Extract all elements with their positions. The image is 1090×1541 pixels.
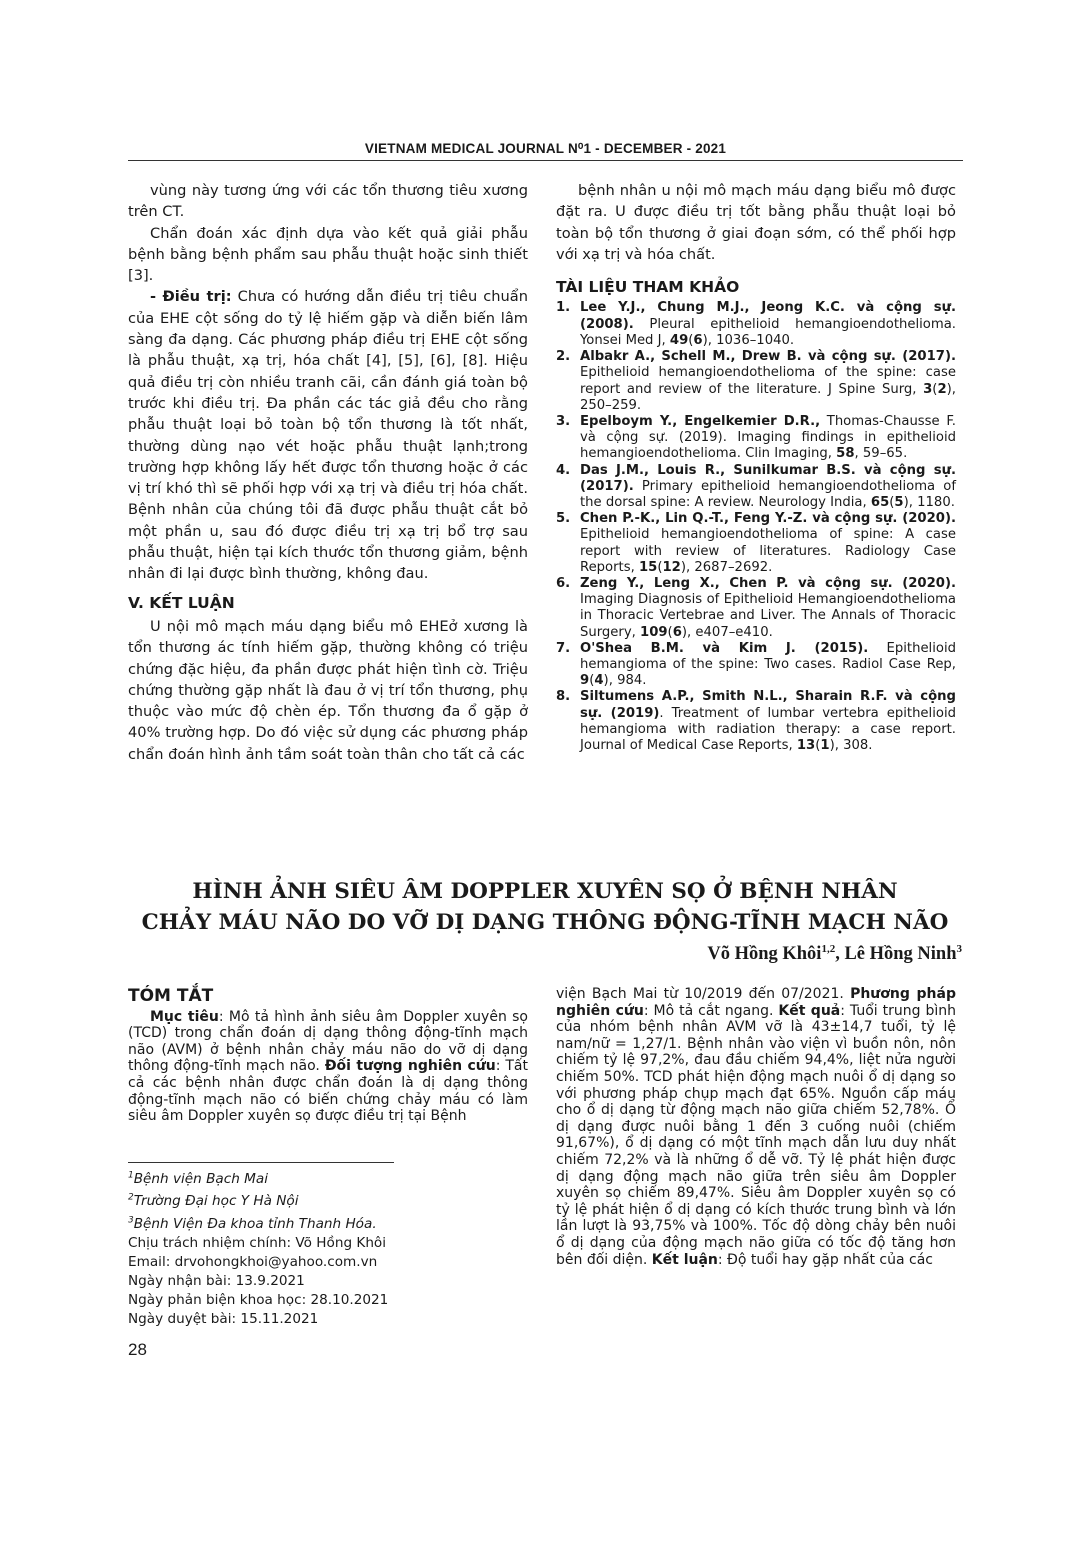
reference-issue: 12	[662, 559, 681, 575]
reference-text	[580, 414, 956, 463]
reference-t: Primary epithelioid hemangioendothelioma of the dorsal spine: A review. Neurology India,	[580, 478, 956, 510]
footnote-affiliation-3	[128, 1211, 528, 1234]
reference-t: Pleural epithelioid hemangioendothelioma. Yonsei Med J,	[580, 316, 956, 348]
footnotes	[128, 1166, 528, 1329]
reference-t: Epithelioid hemangioma of the spine: Two cases. Radiol Case Rep,	[580, 640, 956, 672]
reference-a: Siltumens A.P., Smith N.L., Sharain R.F. và cộng sự. (2019)	[580, 689, 956, 721]
abstract-right-text	[556, 986, 956, 1268]
left-paragraph-1: vùng này tương ứng với các tổn thương tiêu xương trên CT.	[128, 182, 528, 221]
reference-t: Epithelioid hemangioendothelioma of the spine: case report and review of the literature. J Spine Surg,	[580, 365, 956, 397]
treatment-text: Chưa có hướng dẫn điều trị tiêu chuẩn của EHE cột sống do tỷ lệ hiếm gặp và diễn biến lâm sàng đa dạng. Các phương pháp điều trị EHE cột sống là phẫu thuật, xạ trị, hóa chất [4], [5], [6], [8]. Hiệu quả điều trị còn nhiều tranh cãi, cần đánh giá toàn bộ trước khi điều trị. Đa phần các tác giả đều cho rằng phẫu thuật loại bỏ toàn bộ tổn thương là tốt nhất, thường dùng nạo vét hoặc phẫu thuật lạnh;trong trường hợp không lấy hết được tổn thương hoặc ở các vị trí khó thì sẽ phối hợp với xạ trị và điều trị hóa chất. Bệnh nhân của chúng tôi đã được phẫu thuật cắt bỏ một phần u, sau đó được điều trị xạ trị bổ trợ sau phẫu thuật, hiện tại kích thước tổn thương giảm, bệnh nhân đi lại được bình thường, không đau.	[128, 288, 528, 583]
footnote-3-text: Bệnh Viện Đa khoa tỉnh Thanh Hóa.	[133, 1215, 377, 1232]
article-title-line-1: HÌNH ẢNH SIÊU ÂM DOPPLER XUYÊN SỌ Ở BỆNH NHÂN	[192, 879, 898, 904]
reference-a: Epelboym Y., Engelkemier D.R.,	[580, 413, 821, 429]
reference-a: Lee Y.J., Chung M.J., Jeong K.C. và cộng sự. (2008).	[580, 300, 956, 332]
footnote-1-text: Bệnh viện Bạch Mai	[133, 1170, 268, 1187]
references-heading: TÀI LIỆU THAM KHẢO	[556, 278, 740, 297]
reference-item	[556, 463, 956, 512]
abstract-left	[128, 988, 528, 1125]
left-paragraph-4: U nội mô mạch máu dạng biểu mô EHEở xương là tổn thương ác tính hiếm gặp, thường không có triệu chứng đặc hiệu, đa phần được phát hiện tình cờ. Triệu chứng thường gặp nhất là đau ở vị trí tổn thương, phụ thuộc vào mức độ chèn ép. Tổn thương đa ổ gặp ở 40% trường hợp. Do đó việc sử dụng các phương pháp chẩn đoán hình ảnh tầm soát toàn thân cho tất cả các	[128, 617, 528, 763]
reference-number: 7.	[556, 640, 571, 656]
reference-issue: 2	[937, 381, 947, 397]
reference-number: 6.	[556, 575, 571, 591]
reference-a: Das J.M., Louis R., Sunilkumar B.S. và cộng sự. (2017).	[580, 462, 956, 494]
right-paragraph-1: bệnh nhân u nội mô mạch máu dạng biểu mô được đặt ra. U được điều trị tốt bằng phẫu thuật loại bỏ toàn bộ tổn thương ở giai đoạn sớm, có thể phối hợp với xạ trị và hóa chất.	[556, 182, 956, 263]
author-2-affil: 3	[956, 943, 962, 955]
abstract-text: : Tuổi trung bình của nhóm bệnh nhân AVM vỡ là 43±14,7 tuổi, tỷ lệ nam/nữ = 1,27/1. Bệnh nhân vào viện vì buồn nôn, nôn chiếm tỷ lệ 97,2%, đau đầu chiếm 94,4%, liệt nửa người chiếm 50%. TCD phát hiện động mạch nuôi ổ dị dạng so với phương pháp chụp mạch đạt 65%. Nguồn cấp máu cho ổ dị dạng từ động mạch não giữa chiếm 52,78%. Ổ dị dạng được nuôi bằng 1 đến 3 cuống nuôi (chiếm 91,67%), ổ dị dạng có một tĩnh mạch dẫn lưu duy nhất chiếm 72,2% và là những ổ dễ vỡ. Tỷ lệ phát hiện được dị dạng động mạch não giữa trên siêu âm Doppler xuyên sọ chiếm 89,47%. Siêu âm Doppler xuyên sọ có tỷ lệ phát hiện ổ dị dạng có kích thước trung bình và lớn lần lượt là 93,75% và 100%. Tốc độ dòng chảy bên nuôi ổ dị dạng của động mạch não giữa có tốc độ tăng hơn bên đối diện.	[556, 1002, 956, 1268]
reference-item	[556, 414, 956, 463]
abstract-label: Đối tượng nghiên cứu	[324, 1058, 496, 1075]
footnote-rule	[128, 1162, 394, 1163]
reference-issue: 4	[594, 673, 604, 689]
footnote-2-text: Trường Đại học Y Hà Nội	[133, 1193, 299, 1210]
reference-text: Siltumens A.P., Smith N.L., Sharain R.F. và cộng sự. (2019). Treatment of lumbar vertebra epithelioid hemangioma with radiation therapy: a case report. Journal of Medical Case Reports, 13(1), 308.	[580, 689, 956, 753]
reference-number: 3.	[556, 413, 571, 429]
reference-number: 4.	[556, 462, 571, 478]
reference-item	[556, 300, 956, 349]
reference-v: 109	[640, 624, 668, 640]
reference-issue: 6	[693, 332, 703, 348]
treatment-label: - Điều trị:	[150, 288, 232, 306]
summary-heading: TÓM TẮT	[128, 986, 214, 1006]
reference-t: Epithelioid hemangioendothelioma of spine: A case report with review of literatures. Radiology Case Reports,	[580, 527, 956, 575]
footnote-1-mark: 1	[128, 1170, 134, 1180]
date-accepted: Ngày duyệt bài: 15.11.2021	[128, 1310, 319, 1327]
reference-a: Chen P.-K., Lin Q.-T., Feng Y.-Z. và cộng sự. (2020).	[580, 511, 956, 527]
abstract-label: Mục tiêu	[150, 1008, 219, 1025]
reference-pages: , 308.	[834, 737, 873, 753]
reference-pages: , e407–e410.	[687, 624, 773, 640]
abstract-text: : Mô tả hình ảnh siêu âm Doppler xuyên sọ (TCD) trong chẩn đoán dị dạng thông động-tĩnh mạch não (AVM) ở bệnh nhân chảy máu não do vỡ dị dạng thông động-tĩnh mạch não.	[128, 1008, 528, 1075]
left-paragraph-2: Chẩn đoán xác định dựa vào kết quả giải phẫu bệnh bằng bệnh phẩm sau phẫu thuật hoặc sinh thiết [3].	[128, 224, 528, 285]
abstract-text: : Tất cả các bệnh nhân được chẩn đoán là dị dạng thông động-tĩnh mạch não có biến chứng chảy máu có làm siêu âm Doppler xuyên sọ được điều trị tại Bệnh	[128, 1058, 528, 1125]
reference-v: 3	[923, 381, 933, 397]
header-rule	[128, 160, 963, 161]
reference-v: 9	[580, 673, 590, 689]
abstract-text: : Độ tuổi hay gặp nhất của các	[717, 1251, 934, 1268]
reference-t: Thomas-Chausse F. và cộng sự. (2019). Imaging findings in epithelioid hemangioendothelioma. Clin Imaging,	[580, 413, 956, 462]
reference-a: Albakr A., Schell M., Drew B. và cộng sự. (2017).	[580, 349, 956, 365]
reference-item	[556, 511, 956, 576]
reference-a: O'Shea B.M. và Kim J. (2015).	[580, 640, 869, 656]
footnote-3-mark: 3	[128, 1215, 134, 1226]
reference-v: 15	[638, 559, 658, 575]
reference-pages: , 1180.	[908, 494, 955, 510]
reference-text: Zeng Y., Leng X., Chen P. và cộng sự. (2020). Imaging Diagnosis of Epithelioid Hemangioendothelioma in Thoracic Vertebrae and Liver. The Annals of Thoracic Surgery, 109(6), e407–e410.	[580, 575, 956, 640]
reference-pages: , 59–65.	[854, 446, 908, 462]
reference-pages: , 984.	[608, 673, 647, 689]
reference-issue: 1	[820, 737, 830, 753]
reference-number: 5.	[556, 511, 571, 527]
reference-a: Zeng Y., Leng X., Chen P. và cộng sự. (2020).	[580, 575, 956, 591]
reference-issue: 6	[672, 624, 682, 640]
reference-t: . Treatment of lumbar vertebra epithelioid hemangioma with radiation therapy: a case report. Journal of Medical Case Reports,	[580, 705, 956, 753]
reference-issue: 5	[894, 494, 904, 510]
abstract-text: viện Bạch Mai từ 10/2019 đến 07/2021.	[556, 986, 851, 1002]
left-paragraph-3	[128, 286, 528, 584]
reference-text: Das J.M., Louis R., Sunilkumar B.S. và cộng sự. (2017). Primary epithelioid hemangioendothelioma of the dorsal spine: A review. Neurology India, 65(5), 1180.	[580, 462, 956, 510]
abstract-text: : Mô tả cắt ngang.	[643, 1002, 779, 1019]
authors	[707, 943, 962, 965]
footnote-affiliation-2	[128, 1189, 528, 1212]
footnote-2-mark: 2	[128, 1192, 134, 1203]
reference-v: 49	[669, 332, 689, 348]
author-1-affil: 1,2	[821, 943, 836, 955]
reference-item	[556, 576, 956, 641]
reference-item	[556, 689, 956, 754]
reference-text: Chen P.-K., Lin Q.-T., Feng Y.-Z. và cộng sự. (2020). Epithelioid hemangioendothelioma of spine: A case report with review of literatures. Radiology Case Reports, 15(12), 2687–2692.	[580, 511, 956, 575]
footnote-affiliation-1	[128, 1166, 528, 1189]
abstract-label: Kết luận	[651, 1251, 718, 1268]
reference-v: 65	[870, 494, 890, 510]
reference-list	[556, 300, 956, 754]
reference-pages: , 250–259.	[580, 381, 956, 413]
reference-text: O'Shea B.M. và Kim J. (2015). Epithelioid hemangioma of the spine: Two cases. Radiol Case Rep, 9(4), 984.	[580, 640, 956, 689]
reference-number: 1.	[556, 300, 571, 316]
corresponding-email: Email: drvohongkhoi@yahoo.com.vn	[128, 1253, 378, 1270]
date-received: Ngày nhận bài: 13.9.2021	[128, 1272, 305, 1289]
reference-pages: , 1036–1040.	[707, 332, 795, 348]
corresponding-author: Chịu trách nhiệm chính: Võ Hồng Khôi	[128, 1234, 387, 1251]
reference-item	[556, 349, 956, 414]
reference-item	[556, 641, 956, 690]
section-conclusion-heading: V. KẾT LUẬN	[128, 593, 235, 612]
page-number: 28	[128, 1340, 147, 1359]
abstract-label: Phương pháp nghiên cứu	[556, 986, 956, 1019]
right-column	[556, 180, 956, 754]
left-column	[128, 180, 528, 765]
reference-number: 8.	[556, 689, 571, 705]
author-1: Võ Hồng Khôi	[707, 944, 822, 965]
author-2: Lê Hồng Ninh	[844, 944, 957, 965]
abstract-label: Kết quả	[778, 1002, 841, 1019]
author-separator: ,	[835, 944, 845, 965]
article-title-line-2: CHẢY MÁU NÃO DO VỠ DỊ DẠNG THÔNG ĐỘNG-TĨNH MẠCH NÃO	[141, 910, 949, 935]
reference-pages: , 2687–2692.	[686, 559, 773, 575]
reference-t: Imaging Diagnosis of Epithelioid Hemangioendothelioma in Thoracic Vertebrae and Liver. The Annals of Thoracic Surgery,	[580, 592, 956, 640]
abstract-left-text	[128, 1009, 528, 1125]
reference-text: Albakr A., Schell M., Drew B. và cộng sự. (2017). Epithelioid hemangioendothelioma of the spine: case report and review of the literature. J Spine Surg, 3(2), 250–259.	[580, 349, 956, 413]
reference-number: 2.	[556, 349, 571, 365]
journal-header: VIETNAM MEDICAL JOURNAL N⁰1 - DECEMBER - 2021	[364, 141, 727, 156]
reference-v: 13	[796, 737, 816, 753]
reference-v: 58	[836, 446, 855, 462]
reference-text: Lee Y.J., Chung M.J., Jeong K.C. và cộng sự. (2008). Pleural epithelioid hemangioendothelioma. Yonsei Med J, 49(6), 1036–1040.	[580, 300, 956, 348]
date-reviewed: Ngày phản biện khoa học: 28.10.2021	[128, 1291, 389, 1308]
abstract-right	[556, 986, 956, 1268]
